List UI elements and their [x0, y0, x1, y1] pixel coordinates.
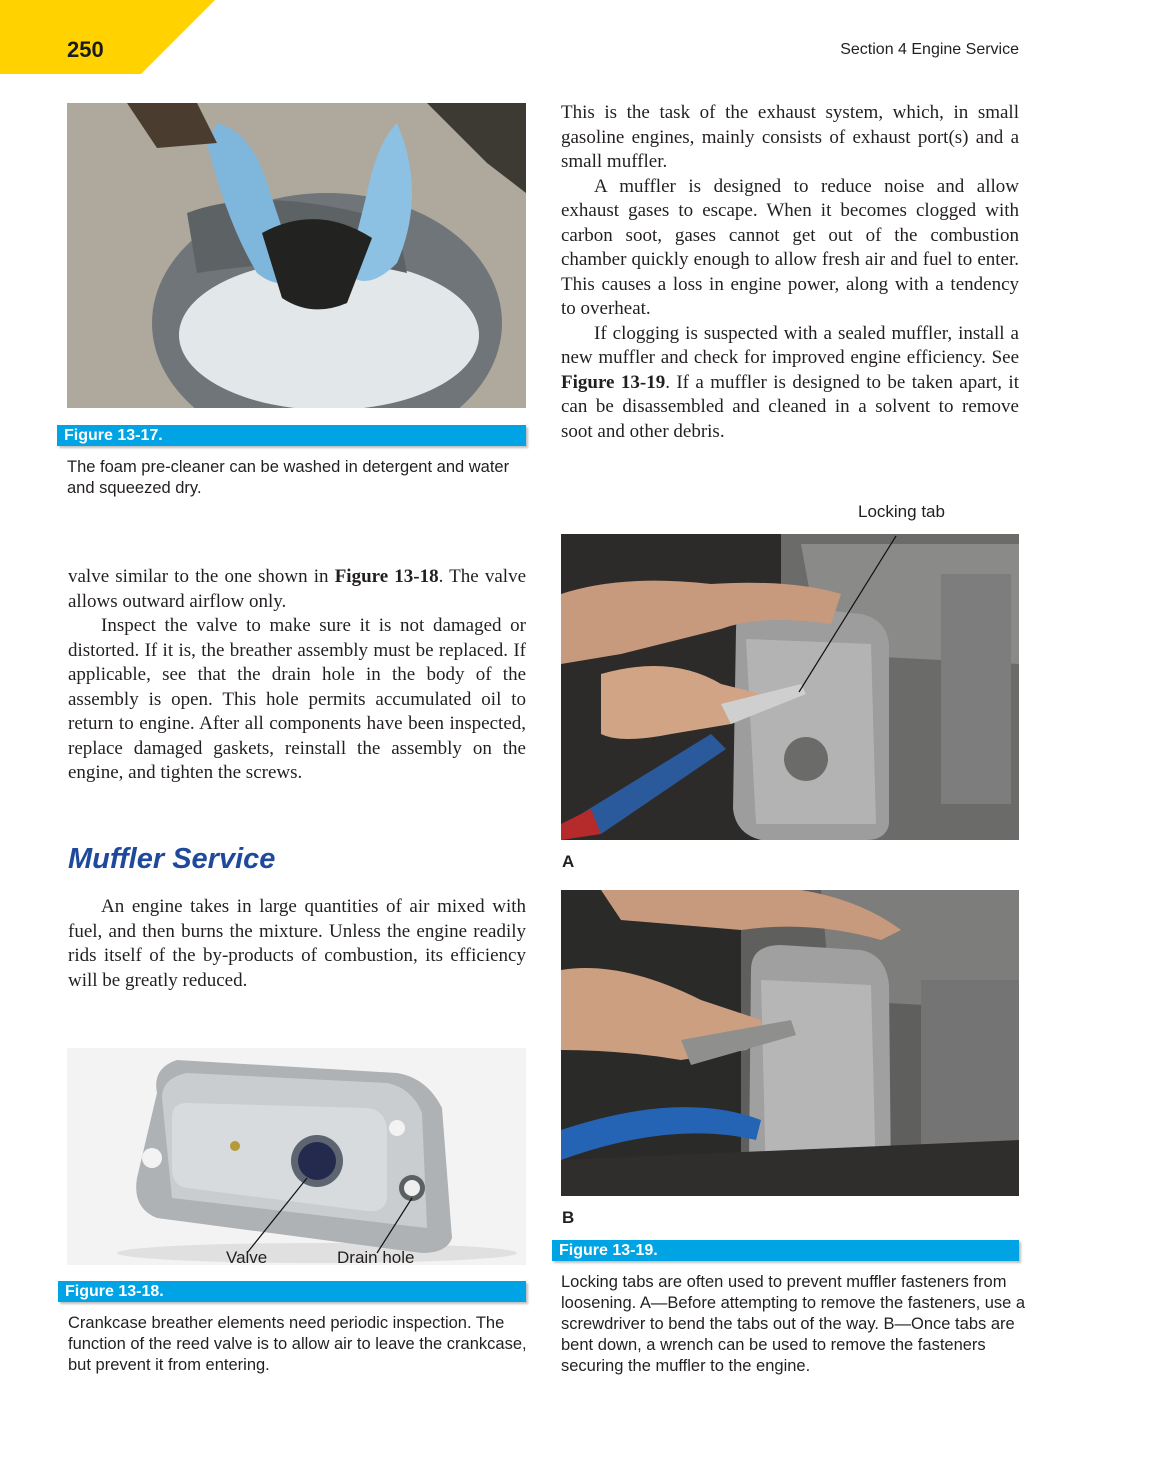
figure-13-19-photo-b: [561, 890, 1019, 1196]
figure-13-19-caption: Locking tabs are often used to prevent muffler fasteners from loosening. A—Before attempting to remove the fasteners, use a screwdriver to bend the tabs out of the way. B—Once tabs are bent down, a wrench can be used to remove the fasteners securing the muffler to the engine.: [561, 1273, 1026, 1375]
figure-13-18-label: Figure 13-18.: [58, 1281, 526, 1302]
callout-drain-hole: Drain hole: [337, 1248, 415, 1267]
paragraph-muffler-clogging: If clogging is suspected with a sealed muffler, install a new muffler and check for improved engine efficiency. See Figure 13-19. If a muffler is designed to be taken apart, it can be disassembled and cleaned in a solvent to remove soot and other debris.: [561, 322, 1019, 442]
figure-13-18-photo: [67, 1048, 526, 1265]
left-column-text: [68, 565, 526, 786]
right-column-text: [561, 101, 1019, 444]
figure-13-17-caption: The foam pre-cleaner can be washed in detergent and water and squeezed dry.: [67, 458, 510, 497]
paragraph-breather-valve: valve similar to the one shown in Figure 13-18. The valve allows outward airflow only.: [68, 566, 527, 612]
figure-13-18-reference: Figure 13-18: [334, 566, 439, 587]
paragraph-inspect-valve: Inspect the valve to make sure it is not damaged or distorted. If it is, the breather assembly must be replaced. If applicable, see that the drain hole in the body of the assembly is open. This hole permits accumulated oil to return to engine. After all components have been inspected, replace damaged gaskets, reinstall the assembly on the engine, and tighten the screws.: [68, 615, 526, 783]
page-corner-tab: [0, 0, 215, 74]
running-head: Section 4 Engine Service: [840, 41, 1019, 58]
panel-label-a: A: [562, 852, 575, 871]
page-number: 250: [67, 37, 104, 62]
paragraph-engine-combustion: An engine takes in large quantities of air mixed with fuel, and then burns the mixture. Unless the engine readily rids itself of the by-products of combustion, its efficiency will be greatly reduced.: [68, 896, 526, 991]
section-heading-muffler-service: Muffler Service: [68, 843, 276, 875]
muffler-section-text: [68, 895, 526, 993]
figure-13-19-label: Figure 13-19.: [552, 1240, 1019, 1261]
callout-valve: Valve: [226, 1248, 268, 1267]
paragraph-exhaust-system: This is the task of the exhaust system, which, in small gasoline engines, mainly consists of exhaust port(s) and a small muffler.: [561, 102, 1019, 172]
callout-locking-tab: Locking tab: [858, 502, 945, 521]
figure-13-17-photo: [67, 103, 526, 408]
figure-13-17-label: Figure 13-17.: [57, 425, 526, 446]
figure-13-19-photo-a: [561, 534, 1019, 840]
figure-13-19-reference: Figure 13-19: [561, 371, 666, 393]
panel-label-b: B: [562, 1208, 575, 1227]
figure-13-18-caption: Crankcase breather elements need periodic inspection. The function of the reed valve is to allow air to leave the crankcase, but prevent it from entering.: [68, 1314, 527, 1374]
paragraph-muffler-purpose: A muffler is designed to reduce noise and allow exhaust gases to escape. When it becomes clogged with carbon soot, gases cannot get out of the combustion chamber quickly enough to allow fresh air and fuel to enter. This causes a loss in engine power, along with a tendency to overheat.: [561, 175, 1019, 319]
